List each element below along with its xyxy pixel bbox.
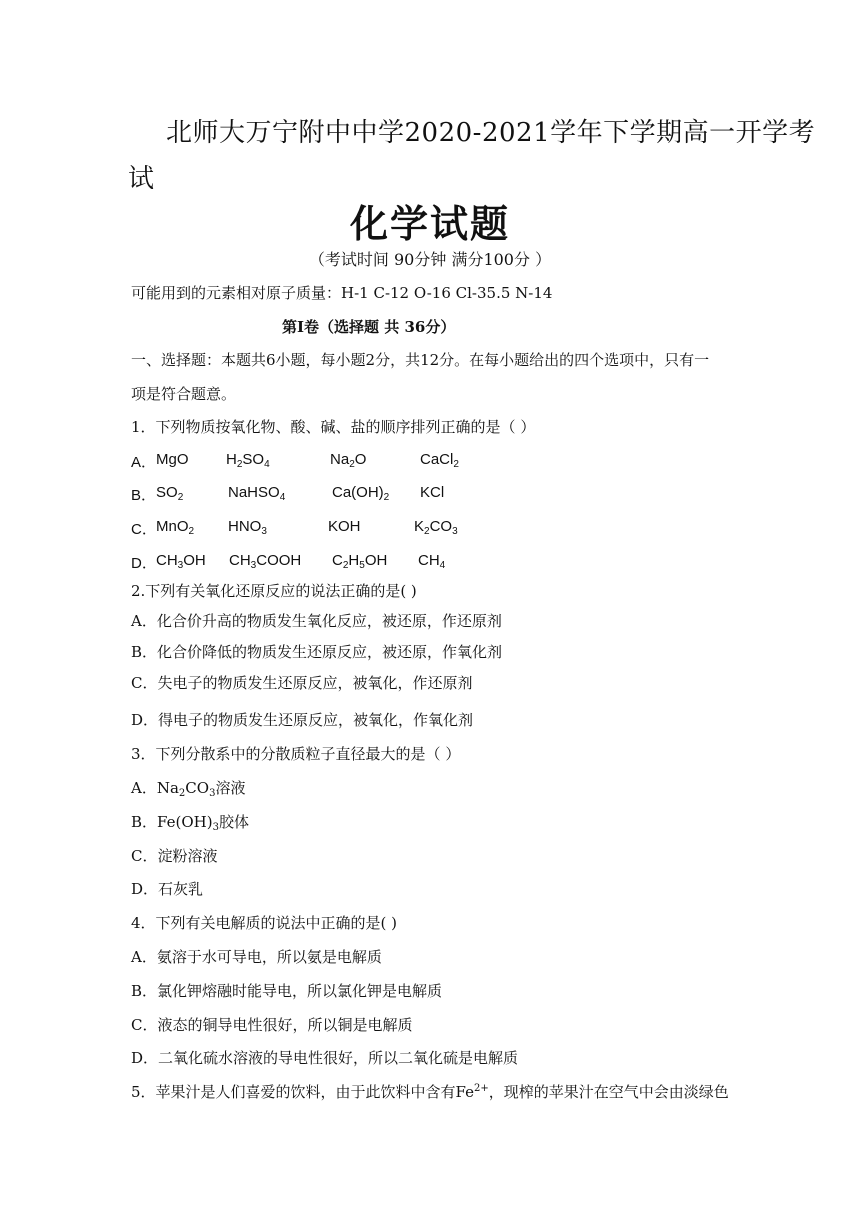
subscript: 3 — [209, 788, 216, 799]
question-3-option-a — [131, 777, 245, 799]
question-5-stem — [131, 1081, 729, 1102]
exam-title-line1: 北师大万宁附中中学2020-2021学年下学期高一开学考 — [166, 118, 816, 148]
option-letter: C． — [131, 521, 157, 538]
formula-cell: CaCl$_2$ — [420, 451, 459, 470]
question-2-option-a: A．化合价升高的物质发生氧化反应，被还原，作还原剂 — [131, 612, 502, 630]
question-4-option-a: A．氨溶于水可导电，所以氨是电解质 — [131, 948, 382, 966]
formula-cell: MgO — [156, 451, 189, 468]
question-3-option-c: C．淀粉溶液 — [131, 847, 218, 865]
question-3-stem: 3．下列分散系中的分散质粒子直径最大的是（ ） — [131, 745, 461, 763]
atomic-mass-note: 可能用到的元素相对原子质量：H-1 C-12 O-16 Cl-35.5 N-14 — [131, 284, 553, 302]
exam-title-line2: 试 — [128, 164, 155, 194]
stem-text: 5．苹果汁是人们喜爱的饮料，由于此饮料中含有Fe — [131, 1083, 475, 1101]
exam-info: （考试时间 90分钟 满分100分 ） — [308, 250, 552, 269]
option-text: CO — [185, 779, 210, 797]
question-2-stem: 2.下列有关氧化还原反应的说法正确的是( ) — [131, 582, 417, 600]
instructions-line1: 一、选择题：本题共6小题，每小题2分，共12分。在每小题给出的四个选项中，只有一 — [131, 351, 710, 369]
formula-cell: MnO$_2$ — [156, 518, 195, 537]
formula-cell: $CH_3COOH$ — [229, 552, 302, 571]
formula-cell: $CH_3OH$ — [156, 552, 206, 571]
formula-cell: KCl — [420, 484, 445, 501]
superscript: 2+ — [474, 1083, 489, 1094]
part-title: 第Ⅰ卷（选择题 共 36分） — [282, 318, 456, 336]
question-4-option-b: B．氯化钾熔融时能导电，所以氯化钾是电解质 — [131, 982, 443, 1000]
formula-cell: $SO_2$ — [156, 484, 184, 503]
subscript: 3 — [212, 822, 219, 833]
stem-text: ，现榨的苹果汁在空气中会由淡绿色 — [488, 1083, 729, 1101]
subject-title: 化学试题 — [349, 202, 510, 246]
question-1-stem: 1．下列物质按氧化物、酸、碱、盐的顺序排列正确的是（ ） — [131, 418, 536, 436]
question-4-option-d: D．二氧化硫水溶液的导电性很好，所以二氧化硫是电解质 — [131, 1049, 519, 1067]
option-letter: D． — [131, 555, 157, 572]
option-text: A．Na — [131, 779, 179, 797]
question-3-option-b — [131, 811, 249, 833]
formula-cell: $Na_2O$ — [330, 451, 367, 470]
question-4-stem: 4．下列有关电解质的说法中正确的是( ) — [131, 914, 398, 932]
option-letter: B． — [131, 487, 157, 504]
option-letter: A． — [131, 454, 157, 471]
formula-cell: NaHSO$_4$ — [228, 484, 286, 503]
formula-cell: $C_2H_5OH$ — [332, 552, 388, 571]
option-text: 溶液 — [215, 779, 246, 797]
question-2-option-d: D．得电子的物质发生还原反应，被氧化，作氧化剂 — [131, 711, 474, 729]
subscript: 2 — [178, 788, 186, 799]
instructions-line2: 项是符合题意。 — [131, 385, 237, 403]
formula-cell: $HNO_3$ — [228, 518, 267, 537]
option-text: 胶体 — [218, 813, 249, 831]
question-2-option-b: B．化合价降低的物质发生还原反应，被还原，作氧化剂 — [131, 643, 503, 661]
question-2-option-c: C．失电子的物质发生还原反应，被氧化，作还原剂 — [131, 674, 473, 692]
question-4-option-c: C．液态的铜导电性很好，所以铜是电解质 — [131, 1016, 413, 1034]
option-text: B．Fe(OH) — [131, 813, 213, 831]
question-3-option-d: D．石灰乳 — [131, 880, 204, 898]
formula-cell: $H_2SO_4$ — [226, 451, 270, 470]
formula-cell: $K_2CO_3$ — [414, 518, 458, 537]
formula-cell: $Ca(OH)_2$ — [332, 484, 390, 503]
formula-cell: $CH_4$ — [418, 552, 446, 571]
formula-cell: KOH — [328, 518, 361, 535]
